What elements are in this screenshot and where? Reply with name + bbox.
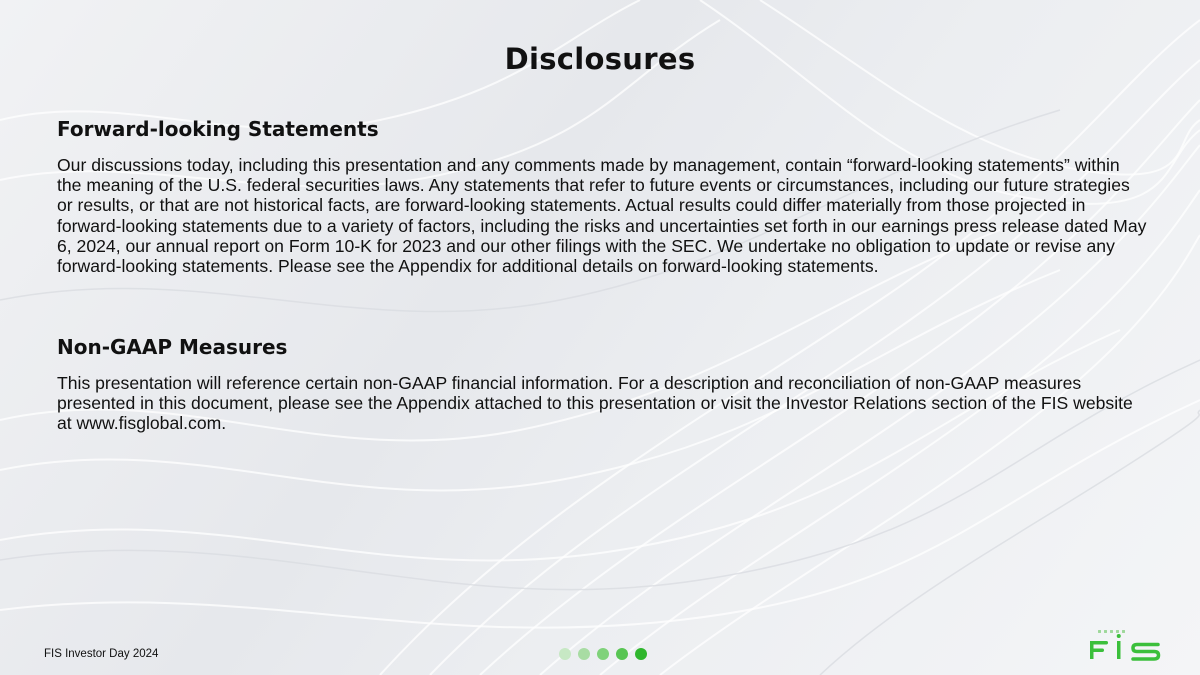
fis-logo xyxy=(1088,628,1162,662)
progress-dot xyxy=(597,648,609,660)
slide-title: Disclosures xyxy=(504,42,696,76)
footer-label: FIS Investor Day 2024 xyxy=(44,648,159,660)
logo-accent-dots xyxy=(1098,630,1125,633)
non-gaap-section xyxy=(57,335,1147,434)
forward-looking-section xyxy=(57,117,1147,276)
non-gaap-body: This presentation will reference certain non-GAAP financial information. For a description and reconciliation of non-GAAP measures presented in this document, please see the Appendix attached to this presentation or visit the Investor Relations section of the FIS website at www.fisglobal.com. xyxy=(57,373,1133,434)
progress-dot xyxy=(635,648,647,660)
progress-dots xyxy=(559,648,647,660)
progress-dot xyxy=(578,648,590,660)
progress-dot xyxy=(616,648,628,660)
progress-dot xyxy=(559,648,571,660)
forward-looking-heading: Forward-looking Statements xyxy=(57,117,379,141)
non-gaap-heading: Non-GAAP Measures xyxy=(57,335,288,359)
forward-looking-body: Our discussions today, including this presentation and any comments made by management, contain “forward-looking statements” within the meaning of the U.S. federal securities laws. Any statements that refer to future events or circumstances, including our future strategies or results, or that are not historical facts, are forward-looking statements. Actual results could differ materially from those projected in forward-looking statements due to a variety of factors, including the risks and uncertainties set forth in our earnings press release dated May 6, 2024, our annual report on Form 10-K for 2023 and our other filings with the SEC. We undertake no obligation to update or revise any forward-looking statements. Please see the Appendix for additional details on forward-looking statements. xyxy=(57,155,1147,277)
logo-letters xyxy=(1090,634,1159,659)
